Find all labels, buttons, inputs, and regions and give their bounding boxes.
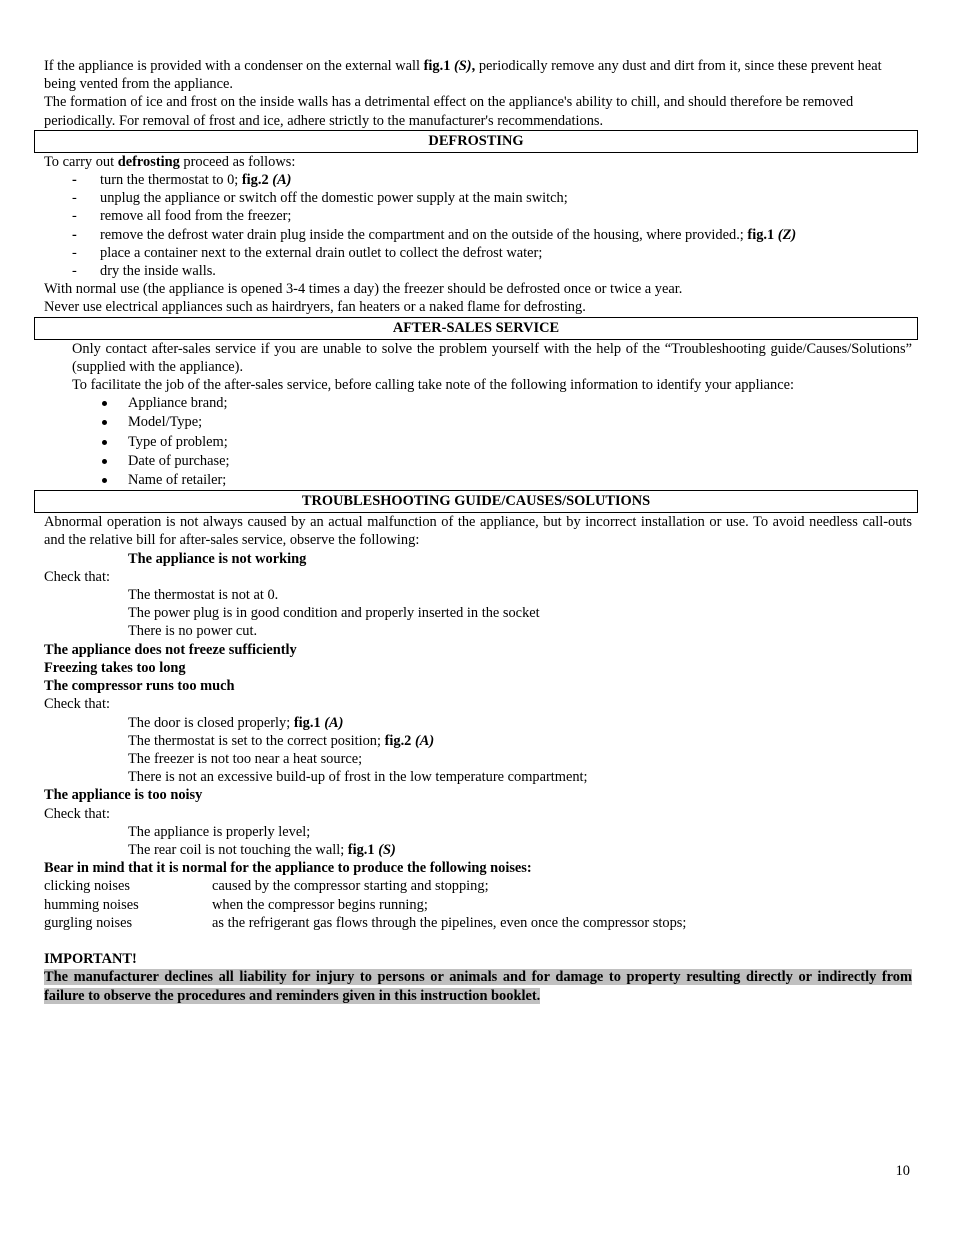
intro-paragraph-frost: The formation of ice and frost on the inside walls has a detrimental effect on the appliance's ability to chill, and should therefore be removed periodically. For removal of frost and ice, adhere strictly to the manufacturer's recommendations. — [44, 94, 854, 129]
lead-text: To carry out — [44, 153, 118, 170]
list-item: Appliance brand; — [44, 394, 912, 413]
noise-cause: as the refrigerant gas flows through the pipelines, even once the compressor stops; — [212, 914, 687, 931]
lead-text: proceed as follows: — [179, 153, 296, 170]
check-that-label: Check that: — [44, 805, 110, 822]
dash-marker: - — [72, 244, 77, 261]
list-item: Model/Type; — [44, 413, 912, 432]
noise-name: gurgling noises — [44, 914, 133, 931]
check-that-label: Check that: — [44, 696, 110, 713]
liability-disclaimer — [44, 968, 912, 1004]
list-item — [44, 244, 912, 262]
figure-ref: fig.1 — [347, 841, 375, 858]
dash-marker: - — [72, 190, 77, 207]
noise-cause: when the compressor begins running; — [212, 896, 428, 913]
lead-bold: defrosting — [117, 153, 180, 170]
check-item — [44, 841, 912, 859]
check-item: The freezer is not too near a heat source; — [128, 750, 363, 767]
problem-title — [44, 659, 912, 677]
step-text: remove all food from the freezer; — [100, 208, 292, 225]
figure-letter: (A) — [272, 172, 292, 189]
problem-title-text: Freezing takes too long — [44, 659, 186, 676]
check-text: The rear coil is not touching the wall; — [128, 841, 348, 858]
intro-text: periodically remove any dust and dirt from it, since these prevent heat being vented from the appliance. — [44, 58, 882, 93]
defrosting-steps — [44, 171, 912, 280]
page-number: 10 — [895, 1163, 910, 1179]
manual-page — [44, 57, 912, 1005]
noise-row — [44, 914, 912, 932]
list-item — [44, 226, 912, 244]
check-that-label: Check that: — [44, 568, 110, 585]
step-text: remove the defrost water drain plug inside the compartment and on the outside of the housing, where provided.; — [100, 226, 748, 243]
step-text: turn the thermostat to 0; — [100, 172, 242, 189]
troubleshooting-intro: Abnormal operation is not always caused by an actual malfunction of the appliance, but by incorrect installation or use. To avoid needless call-outs and the relative bill for after-sales service, observe the following: — [44, 514, 912, 549]
problem-title — [44, 550, 912, 568]
check-item: There is not an excessive build-up of frost in the low temperature compartment; — [128, 769, 588, 786]
step-text: place a container next to the external drain outlet to collect the defrost water; — [100, 244, 543, 261]
noises-heading-text: Bear in mind that it is normal for the appliance to produce the following noises: — [44, 860, 532, 877]
list-item — [44, 189, 912, 207]
appliance-info-list — [44, 394, 912, 490]
check-item: The thermostat is not at 0. — [128, 587, 279, 604]
important-label — [44, 950, 912, 968]
figure-ref: fig.2 — [384, 732, 412, 749]
noise-row — [44, 877, 912, 895]
intro-text: If the appliance is provided with a condenser on the external wall — [44, 58, 424, 74]
figure-ref: fig.1 — [293, 714, 321, 731]
list-item: Date of purchase; — [44, 452, 912, 471]
problem-title-text: The appliance is not working — [128, 550, 307, 567]
problem-title — [44, 786, 912, 804]
defrost-frequency-note: With normal use (the appliance is opened 3-4 times a day) the freezer should be defrosted once or twice a year. — [44, 281, 683, 298]
section-heading-troubleshooting: TROUBLESHOOTING GUIDE/CAUSES/SOLUTIONS — [34, 490, 918, 513]
check-item: The power plug is in good condition and properly inserted in the socket — [128, 605, 540, 622]
step-text: dry the inside walls. — [100, 263, 216, 280]
problem-title — [44, 677, 912, 695]
problem-title-text: The compressor runs too much — [44, 678, 235, 695]
noise-cause: caused by the compressor starting and stopping; — [212, 878, 489, 895]
check-item: There is no power cut. — [128, 623, 258, 640]
dash-marker: - — [72, 172, 77, 189]
check-item: The appliance is properly level; — [128, 823, 311, 840]
figure-letter: (A) — [324, 714, 344, 731]
after-sales-paragraph: To facilitate the job of the after-sales service, before calling take note of the following information to identify your appliance: — [72, 377, 794, 394]
defrost-warning-note: Never use electrical appliances such as hairdryers, fan heaters or a naked flame for defrosting. — [44, 299, 586, 316]
noise-name: humming noises — [44, 896, 139, 913]
section-heading-after-sales: AFTER-SALES SERVICE — [34, 317, 918, 340]
punctuation: , — [471, 58, 476, 74]
list-item: Name of retailer; — [44, 471, 912, 490]
list-item — [44, 262, 912, 280]
figure-ref: fig.1 — [747, 226, 775, 243]
list-item: Type of problem; — [44, 433, 912, 452]
step-text: unplug the appliance or switch off the domestic power supply at the main switch; — [100, 190, 568, 207]
noise-name: clicking noises — [44, 878, 130, 895]
figure-letter: (S) — [454, 58, 472, 74]
spacer — [44, 932, 912, 950]
after-sales-paragraph: Only contact after-sales service if you are unable to solve the problem yourself with the help of the “Troubleshooting guide/Causes/Solutions” (supplied with the appliance). — [72, 340, 912, 375]
intro-paragraph-condenser — [44, 57, 912, 93]
defrosting-lead — [44, 153, 912, 171]
liability-disclaimer-text: The manufacturer declines all liability for injury to persons or animals and for damage to property resulting directly or indirectly from failure to observe the procedures and reminders given in this instruction booklet. — [44, 969, 912, 1004]
check-item — [44, 714, 912, 732]
figure-letter: (Z) — [777, 226, 797, 243]
check-text: The door is closed properly; — [128, 714, 294, 731]
problem-title-text: The appliance does not freeze sufficiently — [44, 641, 297, 658]
check-item — [44, 732, 912, 750]
list-item — [44, 207, 912, 225]
figure-letter: (S) — [378, 841, 396, 858]
problem-title-text: The appliance is too noisy — [44, 787, 203, 804]
dash-marker: - — [72, 208, 77, 225]
noise-row — [44, 896, 912, 914]
figure-ref: fig.2 — [241, 172, 269, 189]
problem-title — [44, 641, 912, 659]
dash-marker: - — [72, 263, 77, 280]
figure-ref: fig.1 — [423, 58, 451, 74]
list-item — [44, 171, 912, 189]
figure-letter: (A) — [414, 732, 435, 749]
noises-heading — [44, 859, 912, 877]
section-heading-defrosting: DEFROSTING — [34, 130, 918, 153]
important-label-text: IMPORTANT! — [44, 951, 137, 968]
dash-marker: - — [72, 226, 77, 243]
check-text: The thermostat is set to the correct position; — [128, 732, 385, 749]
